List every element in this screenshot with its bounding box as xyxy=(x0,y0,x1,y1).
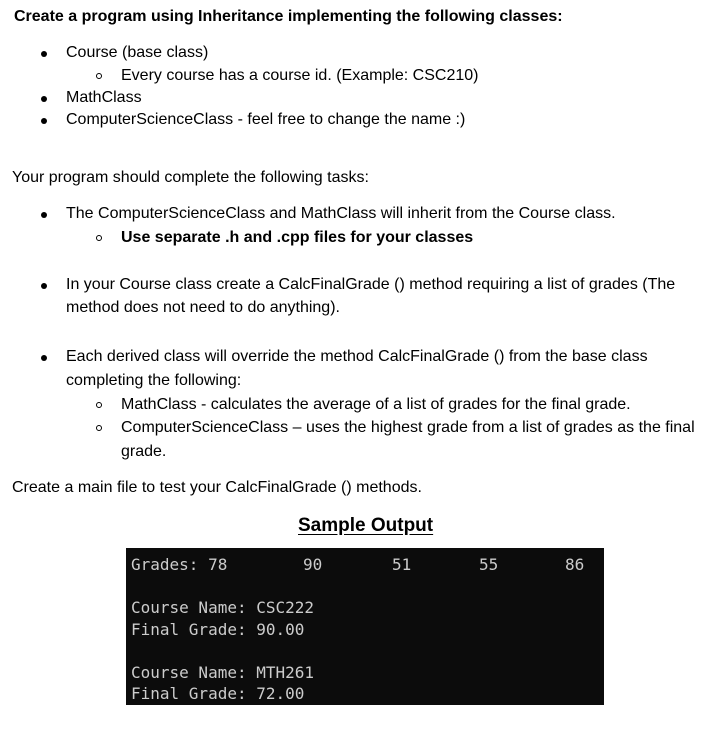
task-inherit: The ComputerScienceClass and MathClass will inherit from the Course class. xyxy=(66,205,616,222)
final-grade-line: Final Grade: 72.00 xyxy=(131,684,305,703)
main-file-instruction: Create a main file to test your CalcFinalGrade () methods. xyxy=(12,479,422,496)
console-output xyxy=(126,548,604,705)
grade-value: 55 xyxy=(479,555,499,574)
course-name-line: Course Name: MTH261 xyxy=(131,663,315,682)
task-inherit-sub: Use separate .h and .cpp files for your classes xyxy=(121,229,474,246)
class-subitem-course-id: Every course has a course id. (Example: CSC210) xyxy=(121,67,479,84)
grade-value: 51 xyxy=(392,555,412,574)
class-item-math: MathClass xyxy=(66,89,142,106)
tasks-intro: Your program should complete the following tasks: xyxy=(12,169,369,186)
task-calc-method-line2: method does not need to do anything). xyxy=(66,299,340,316)
class-item-cs: ComputerScienceClass - feel free to change the name :) xyxy=(66,111,466,128)
task-override-cs-line2: grade. xyxy=(121,443,167,460)
grades-label: Grades: 78 xyxy=(131,555,228,574)
task-override-line2: completing the following: xyxy=(66,372,242,389)
sample-output-title: Sample Output xyxy=(298,515,434,536)
course-name-line: Course Name: CSC222 xyxy=(131,598,315,617)
class-item-course: Course (base class) xyxy=(66,44,209,61)
grade-value: 90 xyxy=(303,555,323,574)
task-override-cs-line1: ComputerScienceClass – uses the highest grade from a list of grades as the final xyxy=(121,419,695,436)
final-grade-line: Final Grade: 90.00 xyxy=(131,620,305,639)
task-calc-method-line1: In your Course class create a CalcFinalGrade () method requiring a list of grades (The xyxy=(66,276,676,293)
grade-value: 86 xyxy=(565,555,585,574)
task-override-math: MathClass - calculates the average of a list of grades for the final grade. xyxy=(121,396,631,413)
task-override-line1: Each derived class will override the method CalcFinalGrade () from the base class xyxy=(66,348,648,365)
assignment-heading: Create a program using Inheritance implementing the following classes: xyxy=(14,8,563,25)
